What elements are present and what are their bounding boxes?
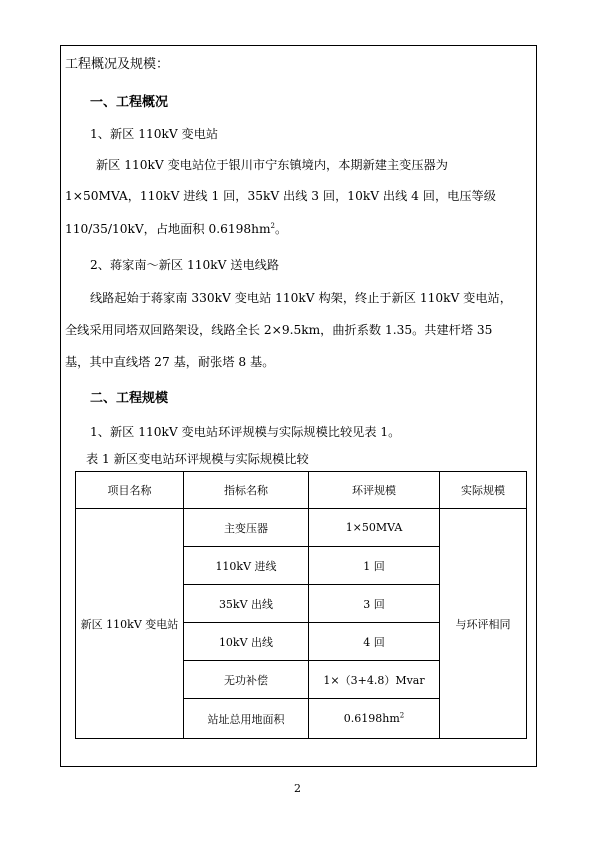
indicator-cell: 35kV 出线 xyxy=(184,585,309,623)
col-header-project: 项目名称 xyxy=(76,472,184,509)
sub1-title: 1、新区 110kV 变电站 xyxy=(90,127,219,141)
eia-cell: 3 回 xyxy=(309,585,440,623)
section2-heading: 二、工程规模 xyxy=(90,391,169,406)
col-header-actual: 实际规模 xyxy=(440,472,527,509)
indicator-cell: 站址总用地面积 xyxy=(184,699,309,739)
section1-heading: 一、工程概况 xyxy=(90,95,169,110)
sub1-line-1: 新区 110kV 变电站位于银川市宁东镇境内，本期新建主变压器为 xyxy=(96,158,448,172)
sub2-line-2: 全线采用同塔双回路架设，线路全长 2×9.5km，曲折系数 1.35。共建杆塔 35 xyxy=(65,323,493,337)
indicator-cell: 主变压器 xyxy=(184,509,309,547)
eia-cell: 1×（3+4.8）Mvar xyxy=(309,661,440,699)
area-unit-sup: 2 xyxy=(270,221,276,230)
project-name-cell: 新区 110kV 变电站 xyxy=(76,509,184,739)
sub1-line-3-end: 。 xyxy=(275,222,288,236)
eia-cell: 1×50MVA xyxy=(309,509,440,547)
sub2-title: 2、蒋家南～新区 110kV 送电线路 xyxy=(90,258,280,272)
table-header-row xyxy=(76,472,527,509)
sub1-line-3 xyxy=(65,221,287,237)
sub2-line-1: 线路起始于蒋家南 330kV 变电站 110kV 构架，终止于新区 110kV 变电站， xyxy=(90,291,512,305)
eia-area-value: 0.6198hm xyxy=(343,712,400,725)
section-header: 工程概况及规模： xyxy=(65,57,170,72)
eia-cell xyxy=(309,699,440,739)
table-row xyxy=(76,509,527,547)
sub2-line-3: 基，其中直线塔 27 基，耐张塔 8 基。 xyxy=(65,355,275,369)
section2-intro: 1、新区 110kV 变电站环评规模与实际规模比较见表 1。 xyxy=(90,425,401,439)
col-header-indicator: 指标名称 xyxy=(184,472,309,509)
indicator-cell: 110kV 进线 xyxy=(184,547,309,585)
page-number: 2 xyxy=(294,782,301,795)
eia-cell: 4 回 xyxy=(309,623,440,661)
comparison-table xyxy=(75,471,527,739)
table-caption: 表 1 新区变电站环评规模与实际规模比较 xyxy=(86,452,309,466)
indicator-cell: 10kV 出线 xyxy=(184,623,309,661)
col-header-eia: 环评规模 xyxy=(309,472,440,509)
eia-cell: 1 回 xyxy=(309,547,440,585)
eia-area-sup: 2 xyxy=(399,711,405,720)
sub1-line-3-text: 110/35/10kV，占地面积 0.6198hm xyxy=(65,222,271,236)
sub1-line-2: 1×50MVA，110kV 进线 1 回，35kV 出线 3 回，10kV 出线 4 回，电压等级 xyxy=(65,189,496,203)
indicator-cell: 无功补偿 xyxy=(184,661,309,699)
actual-scale-cell: 与环评相同 xyxy=(440,509,527,739)
